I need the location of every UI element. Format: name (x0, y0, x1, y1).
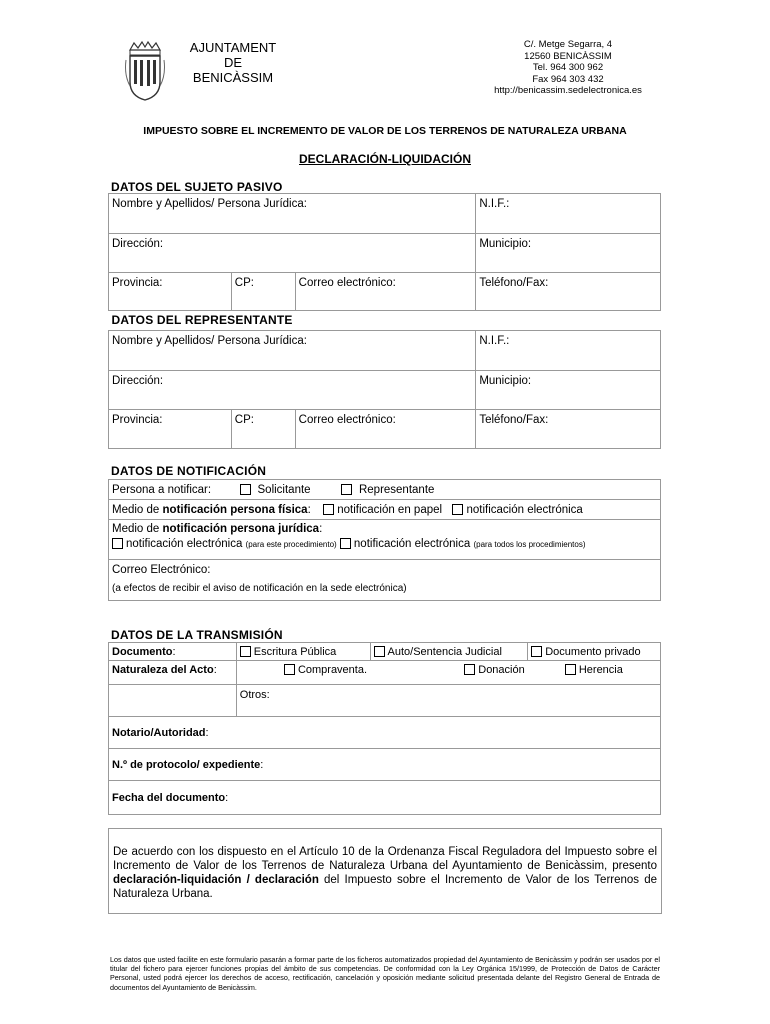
protocolo-field[interactable]: N.º de protocolo/ expediente: (109, 749, 661, 781)
correo-notificacion-note: (a efectos de recibir el aviso de notificación en la sede electrónica) (112, 583, 407, 594)
rep-municipio-field[interactable] (476, 370, 661, 409)
fisica-label-post: : (307, 503, 311, 516)
correo-notificacion-label: Correo Electrónico: (112, 564, 211, 576)
section-heading-transmision: DATOS DE LA TRANSMISIÓN (111, 628, 283, 642)
otros-field[interactable] (236, 685, 660, 717)
sujeto-provincia-label: Provincia: (112, 277, 163, 289)
declaration-box (108, 828, 662, 914)
rep-direccion-label: Dirección: (112, 374, 164, 387)
municipal-coat-of-arms-icon (124, 40, 166, 102)
document-title: IMPUESTO SOBRE EL INCREMENTO DE VALOR DE LOS TERRENOS DE NATURALEZA URBANA (143, 125, 627, 137)
sujeto-municipio-label: Municipio: (479, 238, 532, 250)
rep-nif-label: N.I.F.: (479, 334, 510, 347)
checkbox-electronica-este-procedimiento[interactable] (112, 538, 123, 549)
rep-provincia-field[interactable] (109, 409, 232, 448)
checkbox-representante[interactable] (341, 484, 352, 495)
contact-website: http://benicassim.sedelectronica.es (494, 85, 642, 96)
rep-nif-field[interactable] (476, 330, 661, 370)
checkbox-notificacion-electronica-fisica[interactable] (452, 504, 463, 515)
escritura-label: Escritura Pública (253, 645, 337, 658)
solicitante-label: Solicitante (257, 483, 311, 496)
contact-address: C/. Metge Segarra, 4 (523, 39, 613, 50)
checkbox-electronica-todos-procedimientos[interactable] (340, 538, 351, 549)
fecha-label: Fecha del documento (112, 791, 226, 804)
sujeto-direccion-field[interactable] (109, 234, 476, 273)
sujeto-telefono-field[interactable] (476, 273, 661, 311)
contact-block (470, 39, 666, 97)
elec-todos-note: (para todos los procedimientos) (473, 540, 586, 549)
sujeto-cp-field[interactable] (231, 273, 295, 311)
section-heading-representante: DATOS DEL REPRESENTANTE (111, 313, 293, 327)
documento-label: Documento (112, 645, 173, 658)
organization-name (178, 40, 288, 85)
declaration-text-bold: declaración-liquidación / declaración (113, 874, 319, 886)
juridica-label-pre: Medio de (112, 523, 163, 535)
section-heading-sujeto: DATOS DEL SUJETO PASIVO (111, 180, 283, 194)
checkbox-compraventa[interactable] (284, 664, 295, 675)
rep-telefono-field[interactable] (476, 409, 661, 448)
representante-option-label: Representante (358, 483, 435, 496)
notario-field[interactable]: Notario/Autoridad: (109, 717, 661, 749)
sujeto-correo-field[interactable] (295, 273, 476, 311)
data-protection-notice: Los datos que usted facilite en este formulario pasarán a formar parte de los ficheros automatizados propiedad del Ayuntamiento de Benicàssim y podrán ser usados por el titular del fichero para ejercer funciones propias del ámbito de sus competencias. De conformidad con la Ley Orgánica 15/1999, de Protección de Datos de Carácter Personal, usted podrá ejercer los derechos de acceso, rectificación, cancelación y oposición mediante solicitud presentada delante del Registro General de Entrada de documentos del Ayuntamiento de Benicàssim. (110, 955, 660, 992)
sujeto-municipio-field[interactable] (476, 234, 661, 273)
privado-label: Documento privado (545, 645, 641, 658)
org-line-3: BENICÀSSIM (192, 70, 274, 85)
sujeto-direccion-label: Dirección: (112, 238, 164, 250)
declaration-text-post: del Impuesto sobre el Incremento de Valor de los Terrenos de Naturaleza Urbana. (113, 874, 657, 900)
sujeto-nif-label: N.I.F.: (479, 198, 510, 210)
notario-label: Notario/Autoridad (112, 726, 206, 739)
checkbox-notificacion-papel[interactable] (323, 504, 334, 515)
notificacion-table (108, 479, 661, 601)
rep-cp-label: CP: (234, 413, 254, 426)
sujeto-provincia-field[interactable] (109, 273, 232, 311)
sujeto-nif-field[interactable] (476, 194, 661, 234)
org-line-2: DE (223, 55, 243, 70)
contact-fax: Fax 964 303 432 (532, 73, 604, 85)
org-line-1: AJUNTAMENT (189, 40, 277, 55)
electronica-fisica-label: notificación electrónica (466, 503, 583, 516)
elec-este-label: notificación electrónica (126, 538, 243, 550)
protocolo-label: N.º de protocolo/ expediente (112, 758, 261, 771)
contact-phone: Tel. 964 300 962 (532, 62, 604, 73)
rep-direccion-field[interactable] (109, 370, 476, 409)
compraventa-label: Compraventa. (297, 664, 368, 676)
checkbox-solicitante[interactable] (240, 484, 251, 495)
sujeto-correo-label: Correo electrónico: (298, 277, 396, 289)
donacion-label: Donación (478, 664, 525, 676)
fisica-label-pre: Medio de (112, 503, 163, 516)
naturaleza-label: Naturaleza del Acto (112, 664, 214, 676)
document-subtitle: DECLARACIÓN-LIQUIDACIÓN (299, 152, 471, 166)
rep-nombre-label: Nombre y Apellidos/ Persona Jurídica: (112, 334, 307, 347)
rep-correo-label: Correo electrónico: (298, 413, 396, 426)
sujeto-nombre-label: Nombre y Apellidos/ Persona Jurídica: (112, 198, 307, 210)
checkbox-donacion[interactable] (464, 664, 475, 675)
contact-city: 12560 BENICÀSSIM (524, 50, 612, 62)
elec-este-note: (para este procedimiento) (245, 540, 337, 549)
elec-todos-label: notificación electrónica (353, 538, 471, 550)
representante-table (108, 311, 661, 449)
checkbox-documento-privado[interactable] (531, 646, 542, 657)
sujeto-cp-label: CP: (234, 277, 254, 289)
rep-telefono-label: Teléfono/Fax: (479, 413, 549, 426)
transmision-table: Documento: Escritura Pública Auto/Sentencia Judicial Documento privado Naturaleza del Acto: Compraventa. Donación Herencia Otros: Notario/Autoridad: N.º de protocolo/ expediente: Fecha del documento: (108, 642, 661, 815)
rep-correo-field[interactable] (295, 409, 476, 448)
checkbox-escritura-publica[interactable] (240, 646, 251, 657)
sujeto-telefono-label: Teléfono/Fax: (479, 277, 549, 289)
sujeto-nombre-field[interactable] (109, 194, 476, 234)
persona-notificar-label: Persona a notificar: (112, 483, 212, 496)
correo-notificacion-field[interactable] (109, 560, 661, 601)
section-heading-notificacion: DATOS DE NOTIFICACIÓN (111, 464, 267, 478)
sujeto-table (108, 193, 661, 311)
fisica-label-bold: notificación persona física (162, 503, 308, 516)
fecha-documento-field[interactable]: Fecha del documento: (109, 781, 661, 815)
rep-provincia-label: Provincia: (112, 413, 163, 426)
rep-municipio-label: Municipio: (479, 374, 532, 387)
herencia-label: Herencia (578, 664, 623, 676)
juridica-label-bold: notificación persona jurídica (162, 523, 320, 535)
rep-cp-field[interactable] (231, 409, 295, 448)
papel-label: notificación en papel (337, 503, 443, 516)
rep-nombre-field[interactable] (109, 330, 476, 370)
juridica-label-post: : (319, 523, 323, 535)
auto-label: Auto/Sentencia Judicial (387, 645, 502, 658)
otros-label: Otros: (239, 689, 270, 701)
checkbox-herencia[interactable] (565, 664, 576, 675)
declaration-text-pre: De acuerdo con los dispuesto en el Artículo 10 de la Ordenanza Fiscal Reguladora del Impuesto sobre el Incremento de Valor de los Terrenos de Naturaleza Urbana del Ayuntamiento de Benicàssim, presento (113, 846, 657, 872)
checkbox-auto-sentencia[interactable] (374, 646, 385, 657)
